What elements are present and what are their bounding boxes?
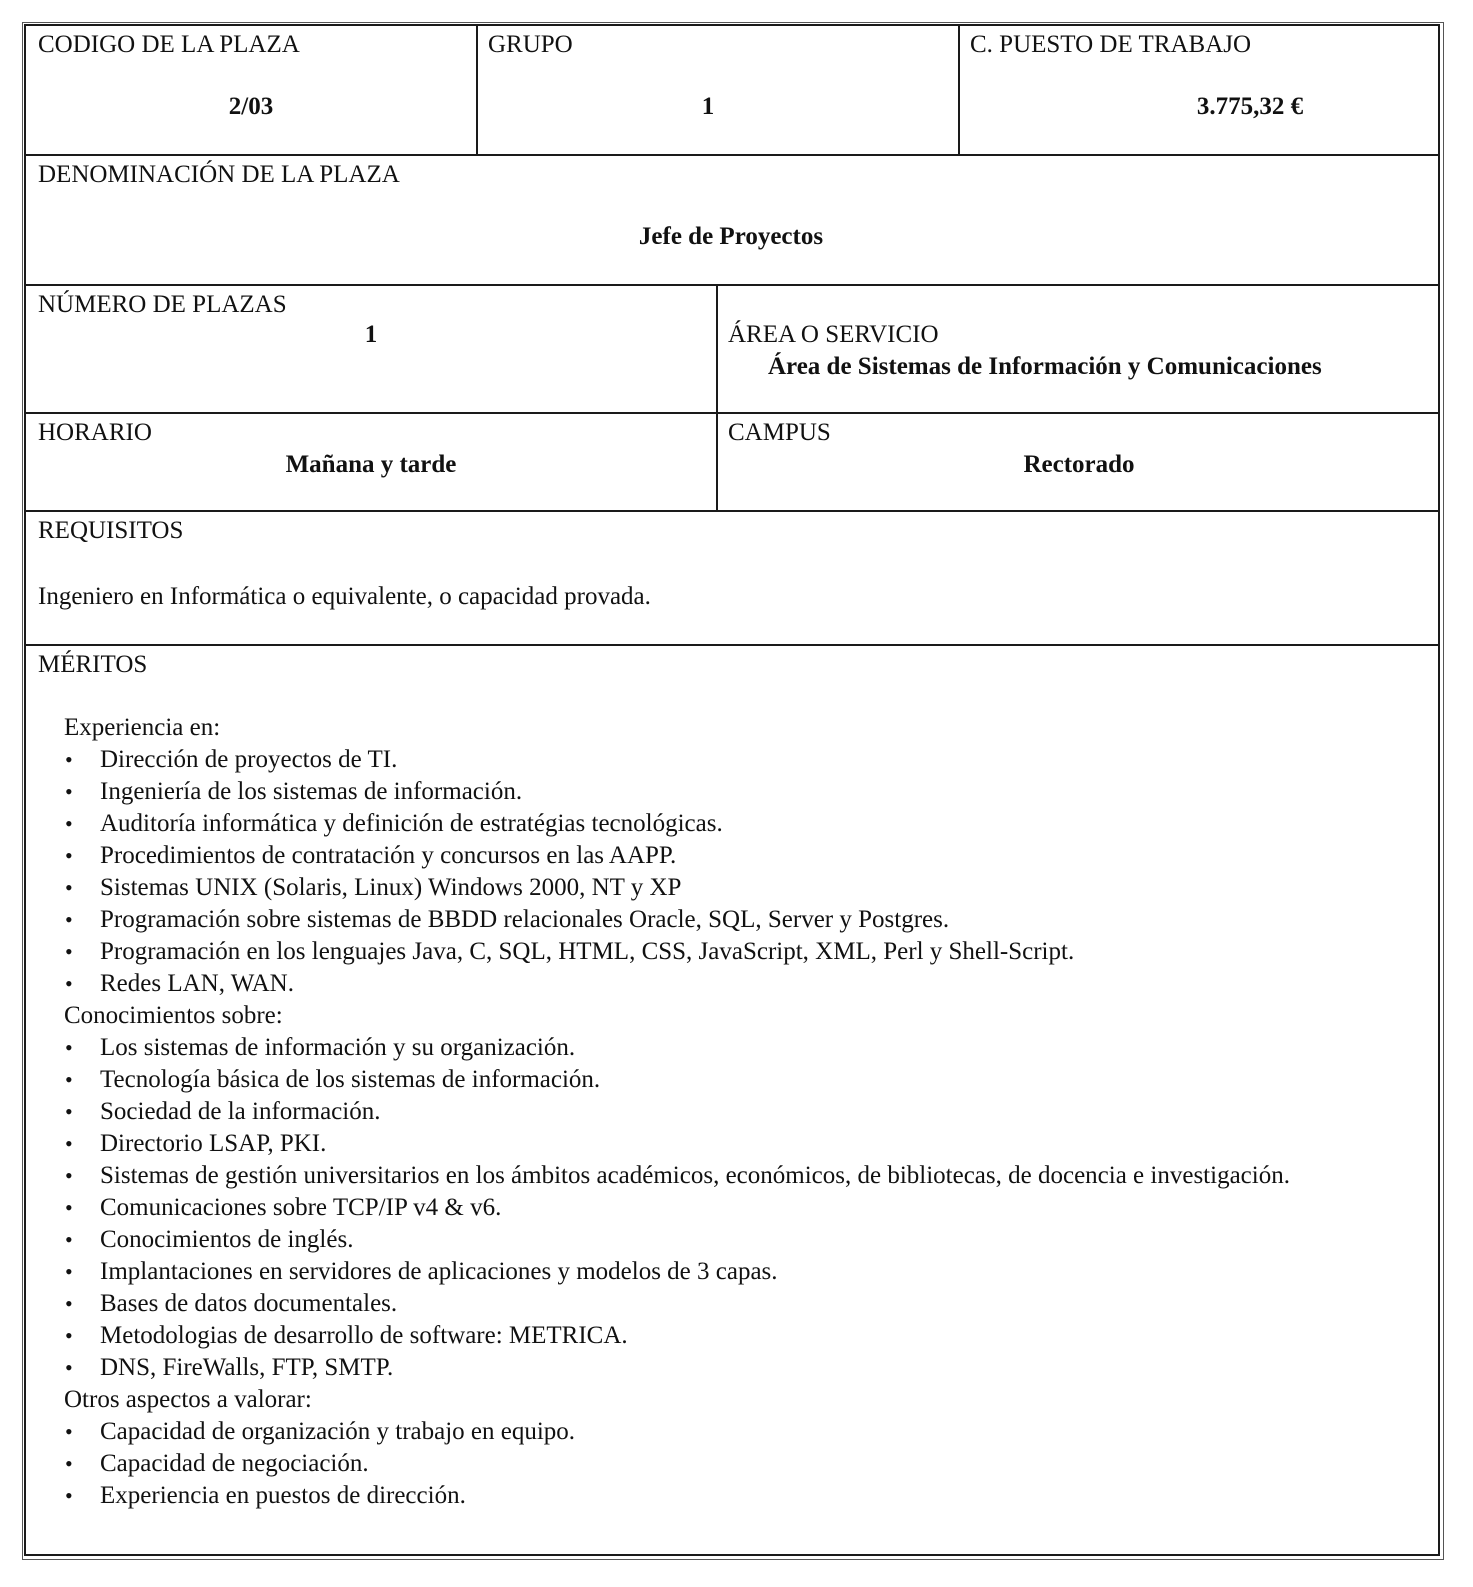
denominacion-value: Jefe de Proyectos bbox=[638, 223, 824, 250]
bullet-icon: • bbox=[65, 747, 73, 772]
cell-puesto bbox=[958, 26, 1438, 154]
requisitos-text: Ingeniero en Informática o equivalente, o capacidad provada. bbox=[38, 583, 651, 610]
puesto-label: C. PUESTO DE TRABAJO bbox=[970, 31, 1252, 58]
row-meritos bbox=[26, 646, 1438, 1554]
list-item bbox=[38, 1352, 1438, 1384]
bullet-icon: • bbox=[65, 811, 73, 836]
list-item bbox=[38, 1160, 1438, 1192]
list-item-text: Programación en los lenguajes Java, C, SQL, HTML, CSS, JavaScript, XML, Perl y Shell-Script. bbox=[100, 938, 1075, 965]
list-item-text: Bases de datos documentales. bbox=[100, 1290, 398, 1317]
bullet-icon: • bbox=[65, 907, 73, 932]
list-item bbox=[38, 1480, 1438, 1512]
bullet-icon: • bbox=[65, 1131, 73, 1156]
bullet-icon: • bbox=[65, 1163, 73, 1188]
list-item bbox=[38, 1448, 1438, 1480]
row-denominacion bbox=[26, 156, 1438, 286]
list-item bbox=[38, 1128, 1438, 1160]
list-item bbox=[38, 872, 1438, 904]
bullet-icon: • bbox=[65, 779, 73, 804]
campus-label: CAMPUS bbox=[728, 419, 831, 446]
row-requisitos bbox=[26, 512, 1438, 646]
experiencia-heading: Experiencia en: bbox=[64, 714, 221, 741]
codigo-label: CODIGO DE LA PLAZA bbox=[38, 31, 300, 58]
conocimientos-heading: Conocimientos sobre: bbox=[64, 1002, 283, 1029]
otros-heading: Otros aspectos a valorar: bbox=[64, 1386, 312, 1413]
list-item-text: Programación sobre sistemas de BBDD relacionales Oracle, SQL, Server y Postgres. bbox=[100, 906, 950, 933]
list-item-text: Los sistemas de información y su organización. bbox=[100, 1034, 576, 1061]
bullet-icon: • bbox=[65, 1323, 73, 1348]
bullet-icon: • bbox=[65, 843, 73, 868]
list-item bbox=[38, 776, 1438, 808]
list-item-text: Implantaciones en servidores de aplicaciones y modelos de 3 capas. bbox=[100, 1258, 778, 1285]
list-item-text: Comunicaciones sobre TCP/IP v4 & v6. bbox=[100, 1194, 502, 1221]
list-item bbox=[38, 808, 1438, 840]
list-item bbox=[38, 1064, 1438, 1096]
bullet-icon: • bbox=[65, 1227, 73, 1252]
meritos-list bbox=[38, 712, 1438, 1512]
bullet-icon: • bbox=[65, 1099, 73, 1124]
cell-grupo bbox=[476, 26, 958, 154]
bullet-icon: • bbox=[65, 1355, 73, 1380]
cell-numero bbox=[26, 286, 716, 412]
list-item bbox=[38, 936, 1438, 968]
bullet-icon: • bbox=[65, 1259, 73, 1284]
list-item-text: Ingeniería de los sistemas de información. bbox=[100, 778, 523, 805]
bullet-icon: • bbox=[65, 1195, 73, 1220]
bullet-icon: • bbox=[65, 971, 73, 996]
list-item-text: Capacidad de negociación. bbox=[100, 1450, 369, 1477]
row-plaza-info bbox=[26, 26, 1438, 156]
bullet-icon: • bbox=[65, 875, 73, 900]
list-item-text: Tecnología básica de los sistemas de información. bbox=[100, 1066, 601, 1093]
meritos-label: MÉRITOS bbox=[38, 651, 148, 678]
bullet-icon: • bbox=[65, 1483, 73, 1508]
list-item bbox=[38, 1032, 1438, 1064]
bullet-icon: • bbox=[65, 1291, 73, 1316]
list-item bbox=[38, 1192, 1438, 1224]
list-item bbox=[38, 968, 1438, 1000]
list-item-text: Sociedad de la información. bbox=[100, 1098, 381, 1125]
list-item bbox=[38, 1416, 1438, 1448]
list-item-text: Sistemas de gestión universitarios en los ámbitos académicos, económicos, de bibliotecas, de docencia e investigación. bbox=[100, 1162, 1290, 1189]
area-label: ÁREA O SERVICIO bbox=[728, 321, 939, 348]
bullet-icon: • bbox=[65, 939, 73, 964]
denominacion-label: DENOMINACIÓN DE LA PLAZA bbox=[38, 161, 400, 188]
bullet-icon: • bbox=[65, 1419, 73, 1444]
list-item-text: Procedimientos de contratación y concursos en las AAPP. bbox=[100, 842, 677, 869]
list-item-text: Conocimientos de inglés. bbox=[100, 1226, 354, 1253]
list-item-text: Sistemas UNIX (Solaris, Linux) Windows 2000, NT y XP bbox=[100, 874, 682, 901]
job-posting-form bbox=[24, 24, 1440, 1556]
list-item-text: Capacidad de organización y trabajo en equipo. bbox=[100, 1418, 576, 1445]
list-item bbox=[38, 1096, 1438, 1128]
row-horario-campus bbox=[26, 414, 1438, 512]
otros-list bbox=[38, 1416, 1438, 1512]
numero-value: 1 bbox=[364, 321, 378, 348]
cell-horario bbox=[26, 414, 716, 510]
bullet-icon: • bbox=[65, 1067, 73, 1092]
horario-value: Mañana y tarde bbox=[285, 451, 457, 478]
requisitos-label: REQUISITOS bbox=[38, 517, 184, 544]
bullet-icon: • bbox=[65, 1451, 73, 1476]
puesto-value: 3.775,32 € bbox=[1196, 93, 1304, 120]
cell-campus bbox=[716, 414, 1438, 510]
bullet-icon: • bbox=[65, 1035, 73, 1060]
conocimientos-list bbox=[38, 1032, 1438, 1384]
list-item-text: Metodologias de desarrollo de software: METRICA. bbox=[100, 1322, 628, 1349]
list-item bbox=[38, 840, 1438, 872]
horario-label: HORARIO bbox=[38, 419, 152, 446]
cell-area bbox=[716, 286, 1438, 412]
list-item bbox=[38, 744, 1438, 776]
codigo-value: 2/03 bbox=[228, 93, 274, 120]
list-item bbox=[38, 1320, 1438, 1352]
experiencia-list bbox=[38, 744, 1438, 1000]
area-value: Área de Sistemas de Información y Comunicaciones bbox=[768, 353, 1322, 380]
list-item bbox=[38, 1288, 1438, 1320]
list-item-text: Auditoría informática y definición de estratégias tecnológicas. bbox=[100, 810, 723, 837]
list-item bbox=[38, 1224, 1438, 1256]
list-item-text: Directorio LSAP, PKI. bbox=[100, 1130, 327, 1157]
list-item-text: Dirección de proyectos de TI. bbox=[100, 746, 398, 773]
list-item-text: DNS, FireWalls, FTP, SMTP. bbox=[100, 1354, 394, 1381]
grupo-value: 1 bbox=[701, 93, 715, 120]
list-item bbox=[38, 904, 1438, 936]
campus-value: Rectorado bbox=[1023, 451, 1135, 478]
list-item bbox=[38, 1256, 1438, 1288]
grupo-label: GRUPO bbox=[488, 31, 573, 58]
list-item-text: Experiencia en puestos de dirección. bbox=[100, 1482, 466, 1509]
list-item-text: Redes LAN, WAN. bbox=[100, 970, 294, 997]
numero-label: NÚMERO DE PLAZAS bbox=[38, 291, 287, 318]
row-numero-area bbox=[26, 286, 1438, 414]
cell-codigo bbox=[26, 26, 476, 154]
